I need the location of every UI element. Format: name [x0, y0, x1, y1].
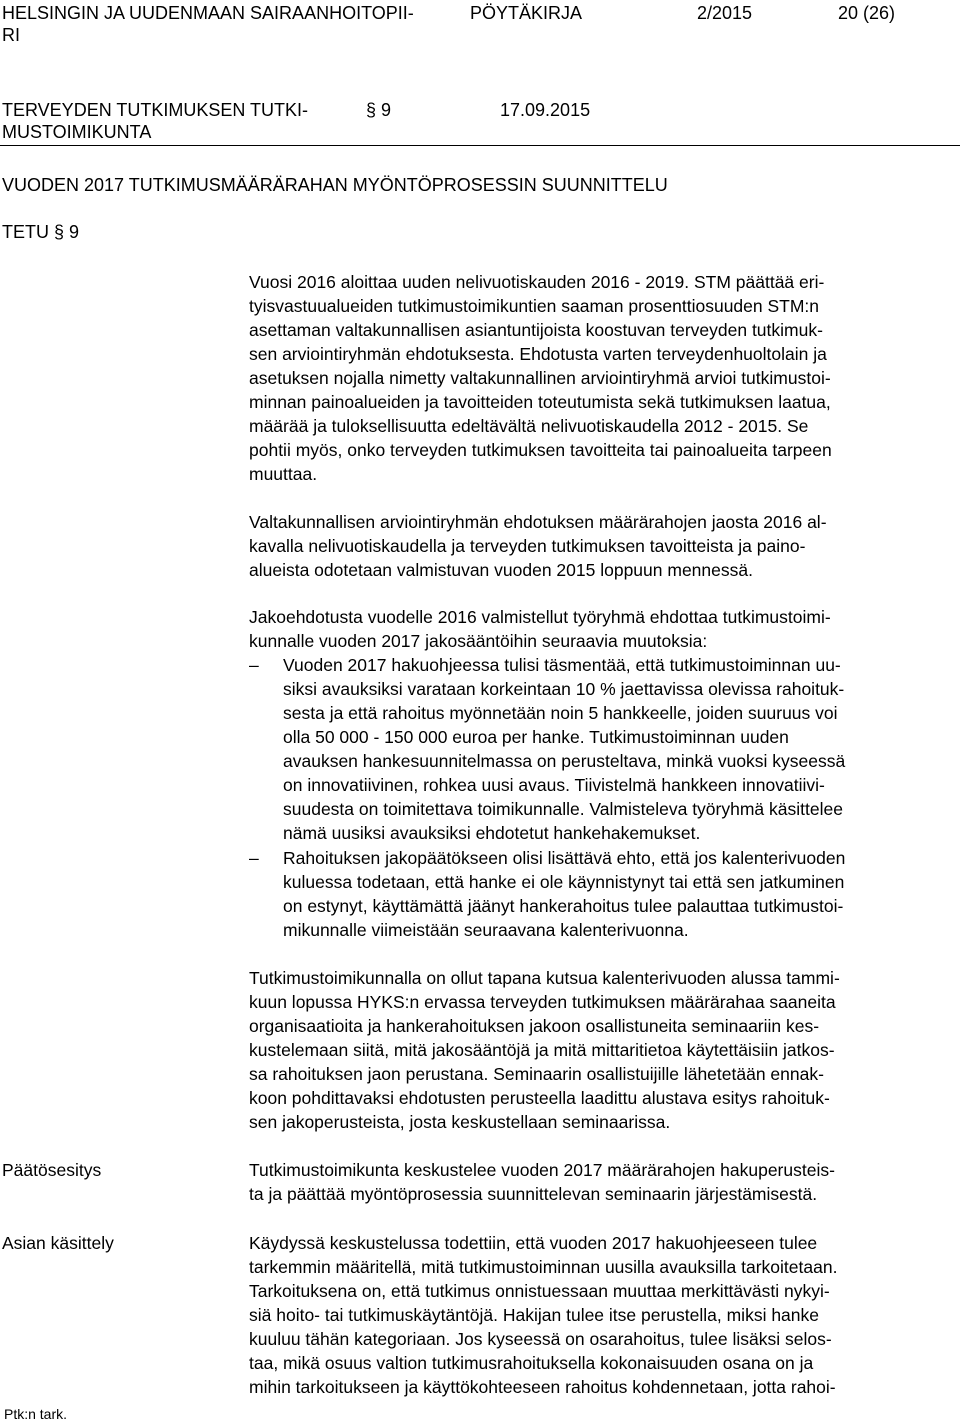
paragraph-line: minnan painoalueiden ja tavoitteiden toteutumista sekä tutkimuksen laatua,: [249, 392, 831, 412]
paragraph-line: sa rahoituksen jaon perustana. Seminaarin osallistuijille lähetetään ennak-: [249, 1064, 824, 1084]
bullet-line: on innovatiivinen, rohkea uusi avaus. Tiivistelmä hankkeen innovatiivi-: [283, 775, 825, 795]
committee-name-line2: MUSTOIMIKUNTA: [2, 122, 152, 142]
committee-name-line1: TERVEYDEN TUTKIMUKSEN TUTKI-: [2, 100, 309, 120]
bullet-dash-icon: –: [249, 848, 259, 868]
paragraph-line: muuttaa.: [249, 464, 318, 484]
paragraph-line: sen jakoperusteista, josta keskustellaan seminaarissa.: [249, 1112, 671, 1132]
bullet-line: Rahoituksen jakopäätökseen olisi lisättävä ehto, että jos kalenterivuoden: [283, 848, 846, 868]
minutes-checker-label: Ptk:n tark.: [4, 1406, 68, 1422]
bullet-line: mikunnalle viimeistään seuraavana kalenterivuonna.: [283, 920, 689, 940]
proposal-line: Tutkimustoimikunta keskustelee vuoden 2017 määrärahojen hakuperustеis-: [249, 1160, 835, 1180]
discussion-text: [249, 1231, 955, 1399]
bullet-line: sesta ja että rahoitus myönnetään noin 5 hankkeelle, joiden suuruus voi: [283, 703, 838, 723]
organization-name: [2, 2, 414, 46]
paragraph-line: kunnalle vuoden 2017 jakosääntöihin seuraavia muutoksia:: [249, 631, 708, 651]
meeting-date: 17.09.2015: [500, 100, 591, 120]
section-mark-icon: §: [366, 100, 377, 120]
paragraph-seminar: [249, 966, 955, 1134]
paragraph-line: sen arviointiryhmän ehdotuksesta. Ehdotusta varten terveydenhuoltolain ja: [249, 344, 827, 364]
paragraph-line: Jakoehdotusta vuodelle 2016 valmistellut työryhmä ehdottaa tutkimustoimi-: [249, 607, 831, 627]
paragraph-line: organisaatioita ja hankerahoituksen jakoon osallistuneita seminaariin kes-: [249, 1016, 820, 1036]
paragraph-line: asetuksen nojalla nimetty valtakunnallinen arviointiryhmä arvioi tutkimustoi-: [249, 368, 831, 388]
discussion-line: mihin tarkoitukseen ja käyttökohteeseen rahoitus kohdennetaan, jotta rahoi-: [249, 1377, 836, 1397]
discussion-line: Käydyssä keskustelussa todettiin, että vuoden 2017 hakuohjeeseen tulee: [249, 1233, 818, 1253]
item-reference-prefix: TETU: [2, 222, 49, 242]
bullet-line: on estynyt, käyttämättä jäänyt hankerahoitus tulee palauttaa tutkimustoi-: [283, 896, 844, 916]
organization-name-line1: HELSINGIN JA UUDENMAAN SAIRAANHOITOPII-: [2, 3, 414, 23]
paragraph-line: tyisvastuualueiden tutkimustoimikuntien saaman prosenttiosuuden STM:n: [249, 296, 820, 316]
discussion-line: taa, mikä osuus valtion tutkimusrahoituksella kokonaisuuden osana on ja: [249, 1353, 814, 1373]
page-number: 20 (26): [838, 3, 896, 23]
discussion-line: Tarkoituksena on, että tutkimus onnistuessaan muuttaa merkittävästi nykyi-: [249, 1281, 830, 1301]
discussion-line: tarkemmin määritellä, mitä tutkimustoiminnan uusilla avauksilla tarkoitetaan.: [249, 1257, 838, 1277]
document-type: PÖYTÄKIRJA: [470, 3, 583, 23]
discussion-label: Asian käsittely: [2, 1233, 114, 1253]
proposal-label: Päätösesitys: [2, 1160, 102, 1180]
proposal-text: [249, 1158, 955, 1206]
paragraph-line: määrää ja tuloksellisuutta edeltävältä nelivuotiskaudella 2012 - 2015. Se: [249, 416, 809, 436]
paragraph-proposed-changes: [249, 605, 955, 653]
bullet-line: Vuoden 2017 hakuohjeessa tulisi täsmentää, että tutkimustoiminnan uu-: [283, 655, 841, 675]
paragraph-line: asettaman valtakunnallisen asiantuntijoista koostuvan terveyden tutkimuk-: [249, 320, 823, 340]
paragraph-line: pohtii myös, onko terveyden tutkimuksen tavoitteita tai painoalueita tarpeen: [249, 440, 832, 460]
paragraph-background: [249, 270, 955, 486]
item-reference: [2, 221, 79, 243]
bullet-funding-return: [283, 846, 955, 942]
bullet-new-openings: [283, 653, 955, 845]
paragraph-line: Vuosi 2016 aloittaa uuden nelivuotiskauden 2016 - 2019. STM päättää eri-: [249, 272, 825, 292]
bullet-line: nämä uusiksi avauksiksi ehdotetut hankehakemukset.: [283, 823, 701, 843]
organization-name-line2: RI: [2, 25, 20, 45]
bullet-line: siksi avauksiksi varataan korkeintaan 10 % jaettavissa olevissa rahoituk-: [283, 679, 845, 699]
section-number: 9: [381, 100, 392, 120]
document-number: 2/2015: [697, 3, 753, 23]
discussion-line: kuuluu tähän kategoriaan. Jos kyseessä on osarahoitus, tulee lisäksi selos-: [249, 1329, 832, 1349]
paragraph-line: Valtakunnallisen arviointiryhmän ehdotuksen määrärahojen jaosta 2016 al-: [249, 512, 827, 532]
item-title: VUODEN 2017 TUTKIMUSMÄÄRÄRAHAN MYÖNTÖPROSESSIN SUUNNITTELU: [2, 175, 668, 195]
item-reference-number: 9: [69, 222, 80, 242]
header-divider: [0, 145, 960, 146]
bullet-dash-icon: –: [249, 655, 259, 675]
paragraph-line: kustelemaan siitä, mitä jakosääntöjä ja mitä mittaritietoa käytettäisiin jatkos-: [249, 1040, 835, 1060]
proposal-line: ta ja päättää myöntöprosessia suunnittelevan seminaarin järjestämisestä.: [249, 1184, 818, 1204]
paragraph-line: koon pohdittavaksi ehdotusten perusteella laadittu alustava esitys rahoituk-: [249, 1088, 830, 1108]
paragraph-line: kuun lopussa HYKS:n ervassa terveyden tutkimuksen määrärahaa saaneita: [249, 992, 836, 1012]
committee-name: [2, 99, 308, 143]
discussion-line: siä hoito- tai tutkimuskäytäntöjä. Hakijan tulee itse perustella, miksi hanke: [249, 1305, 819, 1325]
bullet-line: olla 50 000 - 150 000 euroa per hanke. Tutkimustoiminnan uuden: [283, 727, 789, 747]
paragraph-line: Tutkimustoimikunnalla on ollut tapana kutsua kalenterivuoden alussa tammi-: [249, 968, 840, 988]
section-reference: [366, 99, 391, 121]
bullet-line: kuluessa todetaan, että hanke ei ole käynnistynyt tai että sen jatkuminen: [283, 872, 845, 892]
section-mark-icon: §: [54, 222, 65, 242]
bullet-line: suudesta on toimitettava toimikunnalle. Valmisteleva työryhmä käsittelee: [283, 799, 843, 819]
paragraph-line: alueista odotetaan valmistuvan vuoden 2015 loppuun mennessä.: [249, 560, 753, 580]
paragraph-line: kavalla nelivuotiskaudella ja terveyden tutkimuksen tavoitteista ja paino-: [249, 536, 806, 556]
paragraph-timeline: [249, 510, 955, 582]
bullet-line: avauksen hankesuunnitelmassa on perusteltava, minkä vuoksi kyseessä: [283, 751, 846, 771]
